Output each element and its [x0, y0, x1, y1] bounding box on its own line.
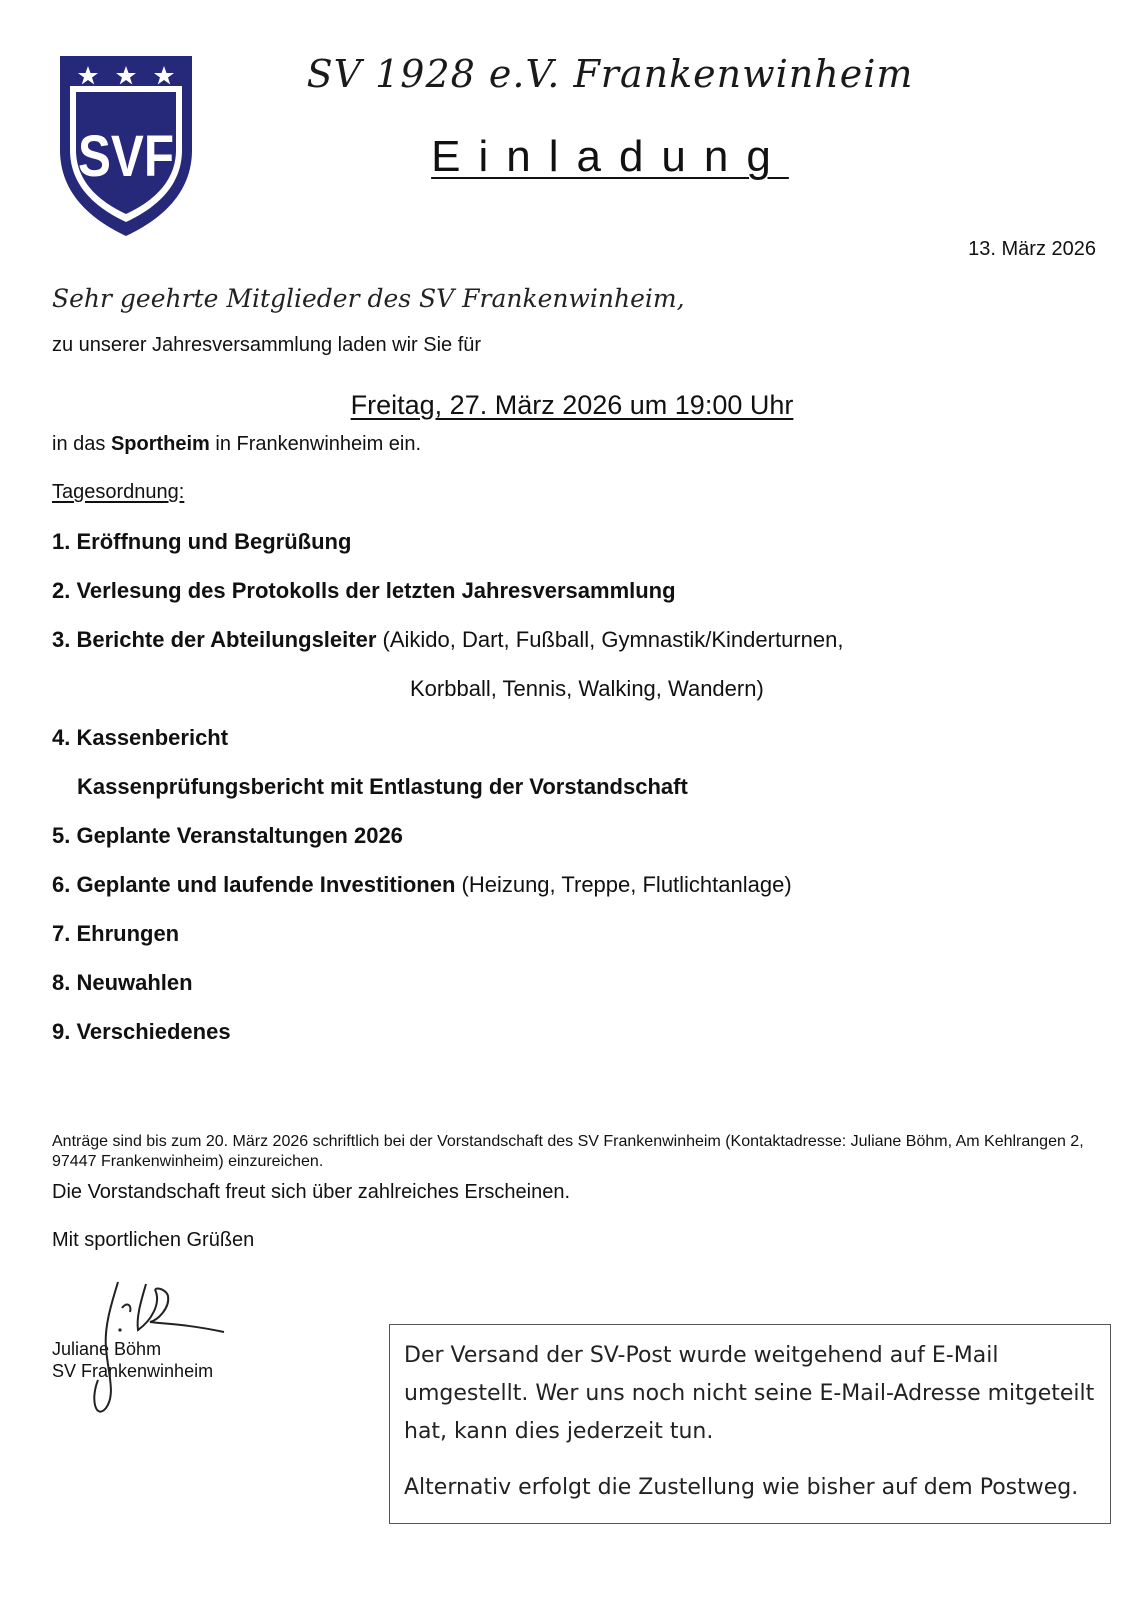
- agenda-item-3-title: 3. Berichte der Abteilungsleiter: [52, 627, 377, 652]
- location-line: [52, 433, 421, 456]
- signer-name: Juliane Böhm: [52, 1339, 162, 1359]
- handwritten-signature: [76, 1268, 236, 1428]
- email-notice-text: Der Versand der SV-Post wurde weitgehend auf E-Mail umgestellt. Wer uns noch nicht seine E-Mail-Adresse mitgeteilt hat, kann dies jederzeit tun.: [404, 1343, 1095, 1444]
- letter-date: 13. März 2026: [968, 238, 1096, 260]
- agenda-item-6: [52, 872, 792, 898]
- agenda-item-4-sub: Kassenprüfungsbericht mit Entlastung der Vorstandschaft: [77, 774, 688, 799]
- logo-text: SVF: [78, 124, 174, 189]
- location-post: in Frankenwinheim ein.: [209, 433, 422, 455]
- salutation: Sehr geehrte Mitglieder des SV Frankenwinheim,: [52, 284, 685, 313]
- motions-deadline-note: Anträge sind bis zum 20. März 2026 schriftlich bei der Vorstandschaft des SV Frankenwinheim (Kontaktadresse: Juliane Böhm, Am Kehlrangen 2, 97447 Frankenwinheim) einzureichen.: [52, 1133, 1084, 1170]
- location-venue: Sportheim: [110, 433, 210, 455]
- agenda-heading: Tagesordnung:: [52, 481, 185, 503]
- closing-note: Die Vorstandschaft freut sich über zahlreiches Erscheinen.: [52, 1181, 571, 1203]
- signer-org: SV Frankenwinheim: [52, 1361, 214, 1381]
- email-notice-box: [389, 1324, 1111, 1524]
- agenda-item-3: [52, 627, 843, 653]
- agenda-item-7: 7. Ehrungen: [52, 921, 180, 946]
- event-date: Freitag, 27. März 2026 um 19:00 Uhr: [350, 390, 794, 420]
- agenda-item-9: 9. Verschiedenes: [52, 1019, 231, 1044]
- agenda-item-3-continuation: Korbball, Tennis, Walking, Wandern): [410, 676, 764, 701]
- agenda-item-8: 8. Neuwahlen: [52, 970, 193, 995]
- agenda-item-4: 4. Kassenbericht: [52, 725, 229, 750]
- location-pre: in das: [52, 433, 111, 455]
- intro-text: zu unserer Jahresversammlung laden wir Sie für: [52, 334, 482, 356]
- agenda-item-2: 2. Verlesung des Protokolls der letzten Jahresversammlung: [52, 578, 676, 603]
- postal-notice-text: Alternativ erfolgt die Zustellung wie bisher auf dem Postweg.: [404, 1475, 1079, 1500]
- greeting: Mit sportlichen Grüßen: [52, 1229, 255, 1251]
- agenda-item-5: 5. Geplante Veranstaltungen 2026: [52, 823, 403, 848]
- agenda-item-6-details: (Heizung, Treppe, Flutlichtanlage): [455, 872, 792, 897]
- agenda-item-6-title: 6. Geplante und laufende Investitionen: [52, 872, 456, 897]
- document-title: Einladung: [431, 132, 789, 181]
- agenda-item-3-details: (Aikido, Dart, Fußball, Gymnastik/Kinderturnen,: [376, 627, 844, 652]
- agenda-item-1: 1. Eröffnung und Begrüßung: [52, 529, 352, 554]
- club-name: SV 1928 e.V. Frankenwinheim: [306, 52, 914, 96]
